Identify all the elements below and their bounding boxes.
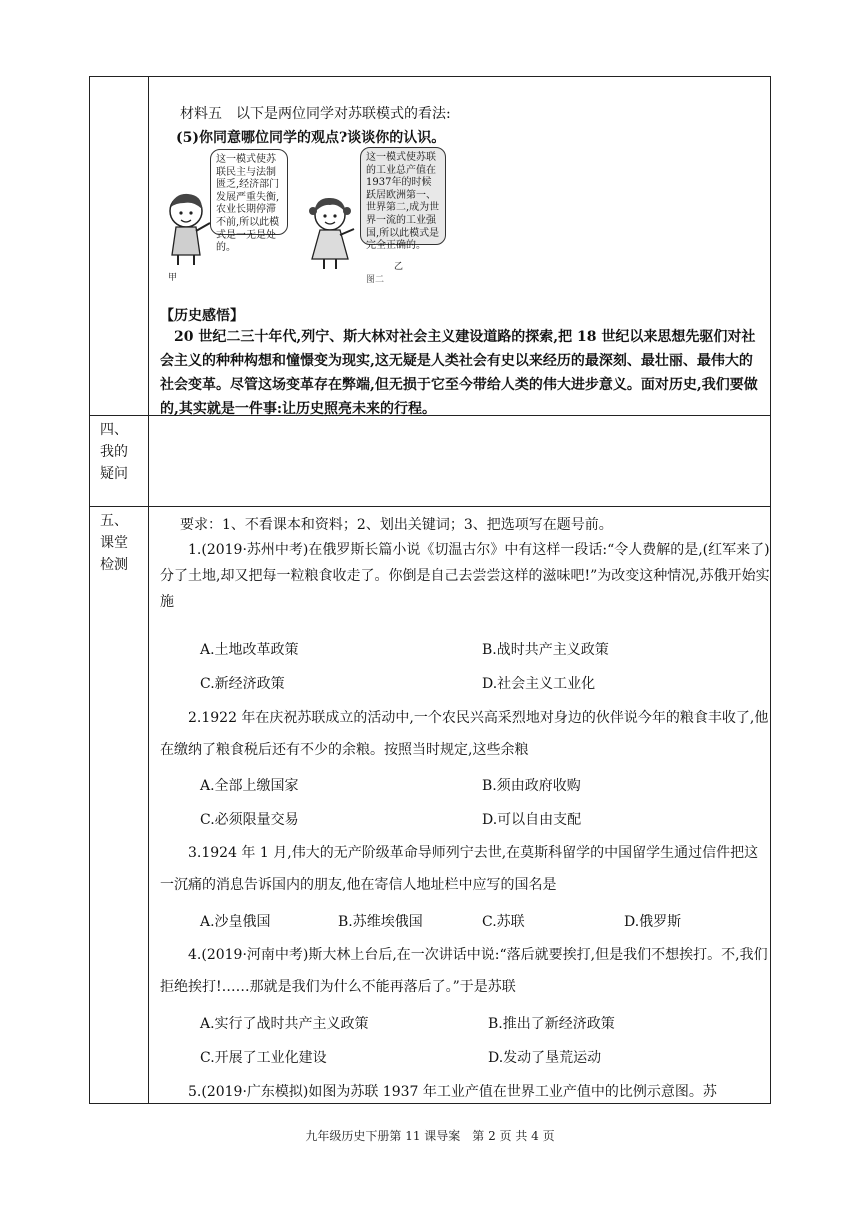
reflection-text: 20 世纪二三十年代,列宁、斯大林对社会主义建设道路的探索,把 18 世纪以来思想先驱们对社会主义的种种构想和憧憬变为现实,这无疑是人类社会有史以来经历的最深刻、最壮丽、最伟大的社会变革。尽管这场变革存在弊端,但无损于它至今带给人类的伟大进步意义。面对历史,我们要做的,其实就是一件事:让历史照亮未来的行程。 <box>160 329 758 417</box>
reflection-heading: 【历史感悟】 <box>160 308 244 324</box>
label-jia: 甲 <box>168 273 178 283</box>
q1-option-d: D.社会主义工业化 <box>482 676 596 692</box>
row-divider-2 <box>90 506 770 507</box>
section5-label-2: 课堂 <box>100 535 128 551</box>
q3-stem: 3.1924 年 1 月,伟大的无产阶级革命导师列宁去世,在莫斯科留学的中国留学生通过信件把这一沉痛的消息告诉国内的朋友,他在寄信人地址栏中应写的国名是 <box>160 845 759 893</box>
q3-option-c: C.苏联 <box>482 914 525 930</box>
worksheet-table <box>89 76 771 1104</box>
q2-option-a: A.全部上缴国家 <box>200 778 299 794</box>
q4-stem: 4.(2019·河南中考)斯大林上台后,在一次讲话中说:“落后就要挨打,但是我们不想挨打。不,我们拒绝挨打!……那就是我们为什么不能再落后了。”于是苏联 <box>160 947 768 995</box>
q4-option-c: C.开展了工业化建设 <box>200 1050 327 1066</box>
q3-option-d: D.俄罗斯 <box>624 914 682 930</box>
speech-bubble-yi: 这一模式使苏联的工业总产值在1937年的时候跃居欧洲第一、世界第二,成为世界一流的工业强国,所以此模式是完全正确的。 <box>360 147 446 245</box>
q1-option-c: C.新经济政策 <box>200 676 285 692</box>
student-jia-illustration <box>164 189 216 267</box>
q2-option-b: B.须由政府收购 <box>482 778 581 794</box>
q1-option-b: B.战时共产主义政策 <box>482 642 609 658</box>
q5-stem: 5.(2019·广东模拟)如图为苏联 1937 年工业产值在世界工业产值中的比例示意图。苏 <box>188 1084 717 1100</box>
q3-option-b: B.苏维埃俄国 <box>338 914 423 930</box>
section4-label-2: 我的 <box>100 444 128 460</box>
material5-intro: 材料五 以下是两位同学对苏联模式的看法: <box>180 106 451 122</box>
q3-option-a: A.沙皇俄国 <box>200 914 271 930</box>
label-yi: 乙 <box>394 262 404 272</box>
section5-label-3: 检测 <box>100 557 128 573</box>
student-yi-illustration <box>308 193 360 271</box>
material5-question: (5)你同意哪位同学的观点?谈谈你的认识。 <box>176 130 446 146</box>
speech-bubble-jia: 这一模式使苏联民主与法制匮乏,经济部门发展严重失衡,农业长期停滞不前,所以此模式是一无是处的。 <box>210 149 288 235</box>
q1-option-a: A.土地改革政策 <box>200 642 299 658</box>
q1-stem: 1.(2019·苏州中考)在俄罗斯长篇小说《切温古尔》中有这样一段话:“令人费解的是,(红军来了)分了土地,却又把每一粒粮食收走了。你倒是自己去尝尝这样的滋味吧!”为改变这种情况,苏俄开始实施 <box>160 542 770 610</box>
column-divider <box>148 77 149 1103</box>
q2-stem: 2.1922 年在庆祝苏联成立的活动中,一个农民兴高采烈地对身边的伙伴说今年的粮食丰收了,他在缴纳了粮食税后还有不少的余粮。按照当时规定,这些余粮 <box>160 710 769 758</box>
q4-option-a: A.实行了战时共产主义政策 <box>200 1016 369 1032</box>
section4-label-1: 四、 <box>100 422 128 438</box>
requirement-text: 要求：1、不看课本和资料；2、划出关键词；3、把选项写在题号前。 <box>180 517 613 533</box>
q2-option-c: C.必须限量交易 <box>200 812 299 828</box>
q2-option-d: D.可以自由支配 <box>482 812 582 828</box>
section5-label-1: 五、 <box>100 513 128 529</box>
figure-two-students <box>164 149 464 289</box>
q4-option-b: B.推出了新经济政策 <box>488 1016 615 1032</box>
section4-label-3: 疑问 <box>100 466 128 482</box>
figure-caption: 图二 <box>366 275 385 285</box>
q4-option-d: D.发动了垦荒运动 <box>488 1050 602 1066</box>
page-footer: 九年级历史下册第 11 课导案 第 2 页 共 4 页 <box>305 1129 555 1143</box>
